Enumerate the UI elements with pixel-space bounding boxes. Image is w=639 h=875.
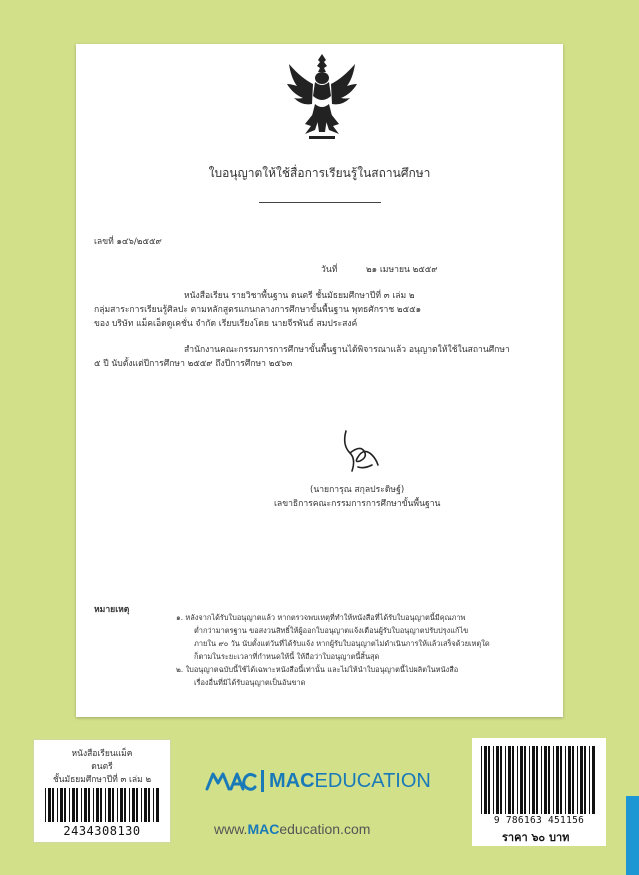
barcode-bar	[88, 788, 90, 822]
note-line: ก็ตามในระยะเวลาที่กำหนดให้นี้ ให้ถือว่าใบอนุญาตนี้สิ้นสุด	[194, 652, 380, 661]
body-line: กลุ่มสาระการเรียนรู้ศิลปะ ตามหลักสูตรแกนกลางการศึกษาขั้นพื้นฐาน พุทธศักราช ๒๕๕๑	[94, 305, 422, 315]
isbn-digits: 9 786163 451156	[493, 815, 585, 826]
barcode-bar	[76, 788, 78, 822]
barcode-bar	[584, 746, 586, 814]
barcode-bar	[57, 788, 58, 822]
title-underline	[259, 202, 381, 203]
note-line: ๒. ใบอนุญาตฉบับนี้ใช้ได้เฉพาะหนังสือนี้เท่านั้น และไม่ให้นำใบอนุญาตนี้ไปผลิตในหนังสือ	[176, 665, 459, 674]
garuda-emblem-icon	[283, 52, 361, 142]
barcode-bar	[572, 746, 574, 814]
body-line: สำนักงานคณะกรรมการการศึกษาขั้นพื้นฐานได้พิจารณาแล้ว อนุญาตให้ใช้ในสถานศึกษา	[184, 345, 510, 355]
barcode-bar	[69, 788, 70, 822]
logo-divider	[261, 770, 264, 792]
body-line: หนังสือเรียน รายวิชาพื้นฐาน ดนตรี ชั้นมัธยมศึกษาปีที่ ๓ เล่ม ๒	[184, 291, 415, 301]
barcode-bar	[96, 788, 99, 822]
barcode-icon	[44, 788, 160, 822]
barcode-bar	[108, 788, 111, 822]
brand-name: MACEDUCATION	[269, 770, 431, 792]
license-number: เลขที่ ๑๔๖/๒๕๕๙	[94, 237, 162, 247]
barcode-bar	[144, 788, 147, 822]
barcode-bar	[81, 788, 82, 822]
date-value: ๒๑ เมษายน ๒๕๕๙	[366, 265, 438, 275]
isbn-barcode-icon	[480, 746, 598, 814]
body-line: ๕ ปี นับตั้งแต่ปีการศึกษา ๒๕๕๙ ถึงปีการศึกษา ๒๕๖๓	[94, 359, 293, 369]
barcode-bar	[553, 746, 554, 814]
signer-name: (นายการุณ สกุลประดิษฐ์)	[310, 485, 405, 495]
barcode-bar	[52, 788, 54, 822]
barcode-bar	[93, 788, 94, 822]
barcode-bar	[496, 746, 499, 814]
barcode-bar	[117, 788, 118, 822]
body-line: ของ บริษัท แม็คเอ็ดดูเคชั่น จำกัด เรียบเรียงโดย นายจีรพันธ์ สมประสงค์	[94, 319, 358, 329]
price-label: ราคา ๖๐ บาท	[502, 831, 570, 844]
barcode-bar	[512, 746, 514, 814]
barcode-bar	[500, 746, 502, 814]
document-title: ใบอนุญาตให้ใช้สื่อการเรียนรู้ในสถานศึกษา	[208, 166, 431, 180]
book-label	[33, 739, 171, 843]
barcode-bar	[105, 788, 106, 822]
notes-heading: หมายเหตุ	[94, 605, 130, 615]
barcode-bar	[136, 788, 138, 822]
barcode-bar	[112, 788, 114, 822]
signature-icon	[338, 427, 384, 479]
barcode-bar	[548, 746, 550, 814]
barcode-bar	[153, 788, 154, 822]
barcode-bar	[592, 746, 595, 814]
side-tab	[626, 796, 639, 875]
barcode-bar	[524, 746, 526, 814]
barcode-bar	[560, 746, 562, 814]
barcode-bar	[488, 746, 490, 814]
note-line: ภายใน ๙๐ วัน นับตั้งแต่วันที่ได้รับแจ้ง หากผู้รับใบอนุญาตไม่ดำเนินการให้แล้วเสร็จด้วยเหตุใด	[194, 639, 490, 648]
barcode-bar	[565, 746, 566, 814]
barcode-bar	[48, 788, 51, 822]
barcode-bar	[505, 746, 506, 814]
barcode-bar	[532, 746, 535, 814]
barcode-bar	[156, 788, 159, 822]
barcode-bar	[72, 788, 75, 822]
barcode-bar	[60, 788, 63, 822]
barcode-bar	[589, 746, 590, 814]
barcode-bar	[141, 788, 142, 822]
barcode-bar	[132, 788, 135, 822]
note-line: ๑. หลังจากได้รับใบอนุญาตแล้ว หากตรวจพบเหตุที่ทำให้หนังสือที่ได้รับใบอนุญาตนี้มีคุณภาพ	[176, 613, 466, 622]
barcode-bar	[120, 788, 123, 822]
website-url[interactable]: www.MACeducation.com	[214, 821, 371, 837]
note-line: เรื่องอื่นที่มิได้รับอนุญาตเป็นอันขาด	[194, 678, 306, 687]
barcode-bar	[541, 746, 542, 814]
note-line: ต่ำกว่ามาตรฐาน ขอสงวนสิทธิ์ให้ผู้ออกใบอนุญาตแจ้งเตือนผู้รับใบอนุญาตปรับปรุงแก้ไข	[194, 626, 469, 635]
barcode-bar	[64, 788, 66, 822]
barcode-bar	[45, 788, 46, 822]
book-label-line: ชั้นมัธยมศึกษาปีที่ ๓ เล่ม ๒	[52, 775, 152, 785]
barcode-bar	[580, 746, 583, 814]
barcode-bar	[544, 746, 547, 814]
barcode-bar	[520, 746, 523, 814]
barcode-bar	[517, 746, 518, 814]
barcode-bar	[556, 746, 559, 814]
barcode-bar	[508, 746, 511, 814]
isbn-barcode-box	[472, 738, 606, 846]
date-label: วันที่	[321, 265, 338, 275]
barcode-bar	[148, 788, 150, 822]
license-document	[76, 44, 563, 717]
barcode-bar	[84, 788, 87, 822]
book-label-line: ดนตรี	[91, 762, 113, 772]
book-label-line: หนังสือเรียนแม็ค	[71, 749, 133, 759]
book-code: 2434308130	[63, 824, 141, 838]
brand-logo	[205, 768, 437, 794]
signer-title: เลขาธิการคณะกรรมการการศึกษาขั้นพื้นฐาน	[274, 499, 441, 509]
barcode-bar	[577, 746, 578, 814]
barcode-bar	[529, 746, 530, 814]
barcode-bar	[484, 746, 487, 814]
barcode-bar	[568, 746, 571, 814]
barcode-bar	[100, 788, 102, 822]
barcode-bar	[493, 746, 494, 814]
barcode-bar	[481, 746, 482, 814]
barcode-bar	[129, 788, 130, 822]
mac-logo-icon	[205, 771, 257, 791]
barcode-bar	[124, 788, 126, 822]
barcode-bar	[536, 746, 538, 814]
